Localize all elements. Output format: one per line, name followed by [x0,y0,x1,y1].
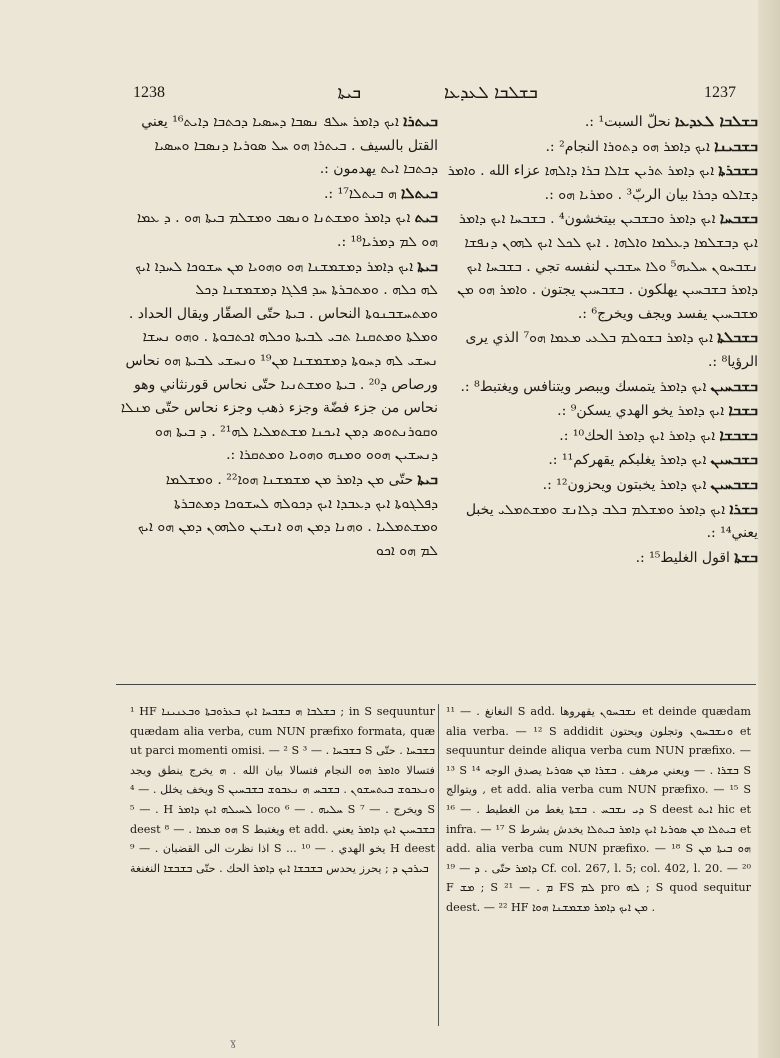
dictionary-entry [120,255,438,468]
right-page-header [444,78,736,108]
right-text-column [440,110,758,570]
entry-headword: ܒܫܒܐ [728,401,758,420]
entry-definition: ܗ ܒܝܬܠܐ¹⁷ :. [323,185,397,202]
entry-definition: ܐܝܟ ܕܐܡܪ يغلبكم يقهركم¹¹ :. [548,452,707,469]
entry-definition: حتّى ܡܢ ܕܐܡܪ ܡܢ ܡܫܡܫܢܐ ܗܘܐ²² . ܘܡܫܠܡܐ ܕܦܠܓܘܬܐ ܐܝܟ ܕܥܒܕܐ ܐܝܟ ܕܟܘܠܗ ܠܚܫܘܟܐ ܕܡܬܒܪܬܐ ܘܡܫܬܡܠܝܐ . ܘܗܢܐ ܕܡܢ ܗܘ ܐܢܫܝܢ ܘܠܗܘܢ ܕܡܢ ܗܘ ܐܝܟ ܠܡ ܗܘ ܐܟܘ [137,471,438,559]
left-running-title: ܒܝܬܐ [337,83,361,103]
entry-definition: ܐܝܟ ܕܐܡܪ يخبتون ويحزون¹² :. [542,476,707,493]
entry-headword: ܒܫܒܚܐ [719,209,758,228]
entry-headword: ܒܝܬܠܐ [400,183,438,202]
dictionary-entry [440,135,758,160]
dictionary-entry [440,375,758,400]
dictionary-entry [440,473,758,498]
entry-headword: ܒܫܬܐ [734,547,758,566]
footnote-column-divider [438,704,439,1026]
entry-definition: ܐܝܟ ܕܐܡܪ ܘܡܫܬܢܐ ܘܢܣܒ ܘܡܫܠܡ ܒܝܬܐ ܗܘ . ܕ ܥܡܐ ܗܘ ܠܡ ܕܡܪܝܐ¹⁸ :. [136,210,438,250]
entry-definition: اقول الغليط¹⁵ :. [635,549,730,566]
entry-definition: ܐܝܟ ܕܐܡܪ ܕܡܫܡܫܢܐ ܗܘ ܘܗܘܝܐ ܡܢ ܚܫܘܟܐ ܠܚܕܐ ܐܝܟ ܠܗ ܟܠܗ . ܘܡܬܒܪܬܐ ܚܕ ܦܠܓܐ ܕܡܫܡܫܢܐ ܕܟܠ ܘܡܬܚܫܒܢܘܬܐ النحاس . ܒܝܬܐ حتّى الصقّار ويقال الحداد . ܘܡܠܬܐ ܘܡܬܩܢܐ ܬܒܝ ܠܒܝܬܐ ܘܟܠܗ ܐܟܬܒܘܬܐ . ܘܗܘ ܢܚܫܐ ܢܚܫܝ ܠܗ ܕܚܘܬܐ ܕܡܫܡܫܢܐ ܡܢ¹⁹ ܘܢܚܫܝ ܠܒܝܬܐ ܗܘ نحاس ورصاص ܕ²⁰ . ܒܝܬܐ ܘܡܫܬܢܝܐ حتّى نحاس قورنثاني وهو نحاس من جزء فضّة وجزء ذهب وجزء نحاس حتّى ܡܢܠܐ ܘܩܘܪܢܬܘܣ ܕܡܢ ܐܝܟܢܐ ܡܫܬܡܠܝܐ ܠܗ²¹ . ܕ ܒܝܬܐ ܗܘ ܕܢܚܫܝܢ ܗܘܘ ܘܡܢܗ ܘܗܘܝܐ ܘܡܬܩܪܐ :. [120,258,438,464]
dictionary-entry [440,399,758,424]
entry-headword: ܒܝܬܐ [417,469,438,488]
right-running-title: ܒܫܠܒܐ ܠܥܕܥܐ [444,83,538,103]
right-page-number: 1237 [704,84,736,101]
dictionary-entry [120,468,438,563]
entry-headword: ܒܫܒܝܢܐ [714,136,758,155]
dictionary-entry [120,206,438,254]
entry-definition: ܐܝܟ ܕܐܡܪ ܬܪܝܢ ܫܐܠܐ ܒܪܐ ܕܐܠܗܐ عزاء الله . ܘܐܡܪ ܕܫܐܠܘ ܕܟܪܐ بيان الربّ³ . ܘܡܪܝܐ ܗܘ :. [447,163,758,203]
dictionary-entry [120,182,438,207]
entry-definition: ܐܝܟ ܕܐܡܪ يتمسك ويبصر ويتنافس ويغتبط⁸ :. [460,378,707,395]
dictionary-entry [440,159,758,207]
page-edge [758,0,780,1058]
entry-headword: ܒܝܬ [414,208,438,227]
entry-headword: ܒܫܒܚܝܢ [710,376,758,395]
left-text-column [120,110,438,563]
entry-definition: ܐܝܟ ܕܐܡܪ ܚܠܦ ܢܣܒܐ ܕܚܣܝܐ ܕܟܬܒܐ ܕܐܝܬ¹⁶ يعني القتل بالسيف . ܒܝܬܪܐ ܗܘ ܚܠ ܣܘܪܝܐ ܕܢܣܒܐ ܘܚܣܝܐ ܕܟܬܒܐ ܐܝܬ يهدمون :. [141,114,438,178]
dictionary-entry [440,110,758,135]
footnotes-right: النغانغ . — ¹¹ S add. ܢܫܒܚܘܢ يقهروها et deinde quædam alia verba. — ¹² S addidit ܘܢܫܒܚܘܢ وتجلون ويحتون et sequuntur deinde aliqua verba cum NUN præfixo. — ¹³ S ܒܫܪܐ . — ويعني مرهف . ܒܫܪܐ ܡܢ ܣܘܪܝܐ يصدق الوجه ¹⁴ S ويتوالج , et add. alia verba cum NUN præfixo. — ¹⁵ S ܕܝ ܢܫܒܚ . ܒܫܬܐ يغط من الغطيط . — ¹⁶ S deest ܐܝܬ hic et infra. — ¹⁷ S ܒܝܬܠܐ ܡܢ ܣܘܪܝܐ ܐܝܟ ܕܐܡܪ ܒܝܬܠܐ يخدش يشرط et add. alia verba cum NUN præfixo. — ¹⁸ S ܗܘ ܒܝܬܐ ܡܢ ܕܐܡܪ حتّى . ܕ — ¹⁹ Cf. col. 267, l. 5; col. 402, l. 20. — ²⁰ F ܡܫ ; S ܡ . — ²¹ FS ܠܡ pro ܠܗ ; S quod sequitur deest. — ²² HF ܡܢ ܐܝܟ ܕܐܡܪ ܡܫܡܫܢܐ ܗܘܐ . [446,705,751,914]
dictionary-entry [440,424,758,449]
dictionary-entry [440,498,758,546]
entry-headword: ܒܝܬܪܐ [403,112,438,130]
entry-headword: ܒܫܒܫܐ [719,425,758,444]
entry-headword: ܒܫܒܪܬܐ [718,161,758,180]
entry-definition: ܐܝܟ ܕܐܡܪ يخو الهدي يسكن⁹ :. [557,403,725,420]
entry-definition: ܐܝܟ ܕܐܡܪ ܘܡܫܠܡ ܒܠܒ ܕܠܐܢܫ ܘܡܫܬܡܠܝ يخبل يعني¹⁴ :. [465,501,758,542]
left-page-number: 1238 [133,84,165,101]
dictionary-entry [120,110,438,182]
dictionary-entry [440,326,758,374]
entry-headword: ܒܫܒܚܝܢ [710,450,758,469]
entry-definition: ܐܝܟ ܕܐܡܪ ܐܝܟ ܕܐܡܪ الحك¹⁰ :. [559,427,716,444]
page-mark: ɣ [230,1038,236,1049]
footnotes-left: ¹ HF ܒܫܠܒܐ ܗ ܒܫܒܚܐ ܐܝܟ ܒܥܪܘܒܬܐ ܘܒܥܢܝܢܐ ; in S sequuntur quædam alia verba, cum NUN præfixo formata, quæ ut parci momenti omisi. — ² S ܒܫܒܚܐ . — ³ S ܒܫܒܚܐ . حتّى فتسالا ܘܐܡܪ ܗܘ النجام فتسالا بيان الله . ܗ يخرج ينطق ويجد ويخف يخلل . — ⁴ S ܘܢܥܒܘܫ ܒܝܬܚܫܘܢ . ܒܫܒܚ ܗ ܢܥܒܘܫ ܒܫܒܚܝܢ . — ⁵ H ܠܚܝܠܗ ܐܝܟ ܕܐܡܪ loco ܚܠܝܗ . — ⁶ S ويخرج . — ⁷ S deest ܗܘ ܡܥܡܐ . — ⁸ S ويغتبط et add. ܒܫܒܚܝܢ ܐܝܟ ܕܐܡܪ يعني اذا نظرت الى القضبان . — ⁹ S ... يخو الهدي . — ¹⁰ H deest ܒܝܪܟܢ ܕ ; يحرز يحدس ܒܫܒܫܐ ܐܝܟ ܕܐܡܪ الحك . حتّى ܒܫܒܫܐ النغنغة [130,705,435,875]
dictionary-entry [440,448,758,473]
entry-headword: ܒܫܒܚܝܢ [710,474,758,493]
footnote-separator [116,684,756,685]
entry-definition: ܐܝܟ ܕܐܡܪ ܗܘ ܕܬܘܪܐ النجام² :. [545,138,710,155]
entry-headword: ܒܫܠܒܐ ܠܥܕܥܐ [674,112,758,130]
dictionary-entry [440,546,758,571]
entry-headword: ܒܫܒܠܬܐ [717,328,758,347]
entry-definition: ܐܝܟ ܕܐܡܪ ܒܫܘܠܡ ܒܠܥܝ ܡܥܡܐ ܗܘ⁷ الذي يرى الرؤيا⁸ :. [465,330,758,370]
entry-headword: ܒܝܬܐ [417,256,438,275]
entry-definition: ܐܝܟ ܕܐܡܪ ܘܒܫܒܝܢ بيتخشون⁴ . ܒܫܒܚܐ ܐܝܟ ܕܐܡܪ ܐܝܟ ܕܒܫܠܡܐ ܕܥܠܡܐ ܘܐܠܗܐ . ܐܝܟ ܠܟܠ ܐܝܟ ܠܗܘܢ ܕܢܦܫܐ ܢܫܒܚܘܢ ܚܠܝܗ⁵ ܘܠܐ ܚܫܒܝܢ لنفسه تجي . ܒܫܒܚܐ ܐܝܟ ܕܐܡܪ ܒܫܒܚܝܢ يهلكون . ܒܫܒܚܝܢ يجتون . ܘܐܡܪ ܗܘ ܡܢ ܡܫܒܚܝܢ يفسد ويجف ويخرج⁶ :. [457,211,758,322]
dictionary-entry [440,207,758,326]
left-page-header [133,78,361,108]
entry-headword: ܒܫܪܐ [729,499,758,518]
entry-definition: نحلّ السبت¹ :. [584,114,671,130]
